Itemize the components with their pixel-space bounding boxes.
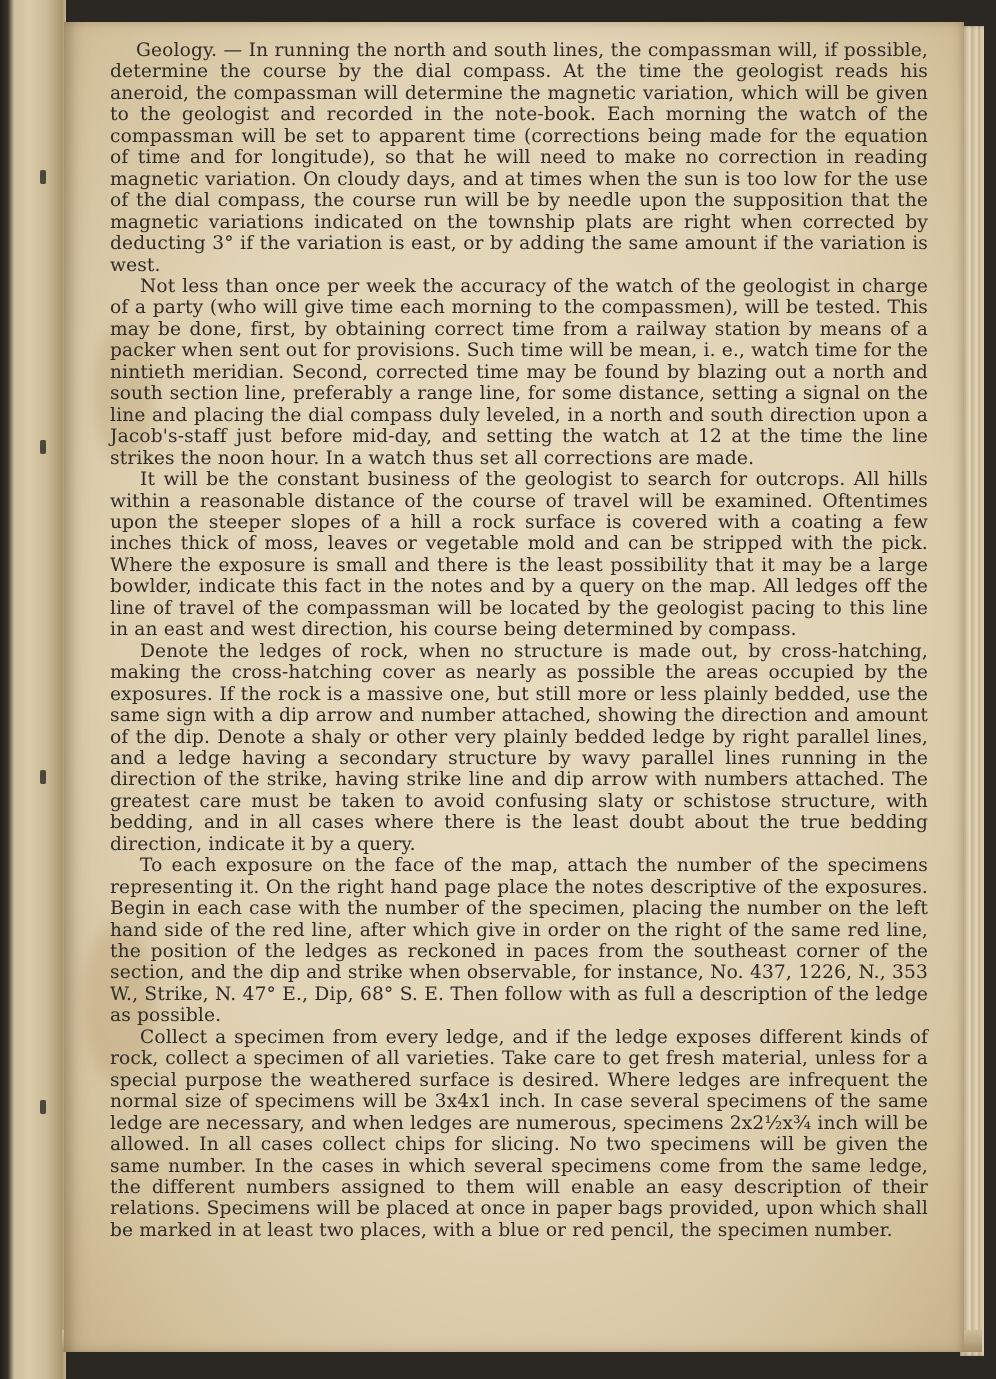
binding-stitch <box>40 440 46 454</box>
body-text <box>110 40 928 1241</box>
binding-stitch <box>40 770 46 784</box>
paragraph-outcrops: It will be the constant business of the geologist to search for outcrops. All hills within a reasonable distance of the course of travel will be examined. Oftentimes upon the steeper slopes of a hill a rock surface is covered with a coating a few inches thick of moss, leaves or vegetable mold and can be stripped with the pick. Where the exposure is small and there is the least possibility that it may be a large bowlder, indicate this fact in the notes and by a query on the map. All ledges off the line of travel of the compassman will be located by the geologist pacing to this line in an east and west direction, his course being determined by compass. <box>110 469 928 641</box>
book-binding <box>0 0 66 1379</box>
paragraph-specimen-numbers: To each exposure on the face of the map, attach the number of the specimens representing it. On the right hand page place the notes descriptive of the exposures. Begin in each case with the number of the specimen, placing the number on the left hand side of the red line, after which give in order on the right of the same red line, the position of the ledges as reckoned in paces from the southeast corner of the section, and the dip and strike when observable, for instance, No. 437, 1226, N., 353 W., Strike, N. 47° E., Dip, 68° S. E. Then follow with as full a description of the ledge as possible. <box>110 855 928 1027</box>
paragraph-geology: Geology. — In running the north and south lines, the compassman will, if possible, determine the course by the dial compass. At the time the geologist reads his aneroid, the compassman will determine the magnetic variation, which will be given to the geologist and recorded in the note-book. Each morning the watch of the compassman will be set to apparent time (corrections being made for the equation of time and for longitude), so that he will need to make no correction in reading magnetic variation. On cloudy days, and at times when the sun is too low for the use of the dial compass, the course run will be by needle upon the supposition that the magnetic variations indicated on the township plats are right when corrected by deducting 3° if the variation is east, or by adding the same amount if the variation is west. <box>110 40 928 276</box>
paragraph-denote-ledges: Denote the ledges of rock, when no structure is made out, by cross-hatching, making the cross-hatching cover as nearly as possible the areas occupied by the exposures. If the rock is a massive one, but still more or less plainly bedded, use the same sign with a dip arrow and number attached, showing the direction and amount of the dip. Denote a shaly or other very plainly bedded ledge by right parallel lines, and a ledge having a secondary structure by wavy parallel lines running in the direction of the strike, having strike line and dip arrow with numbers attached. The greatest care must be taken to avoid confusing slaty or schistose structure, with bedding, and in all cases where there is the least doubt about the true bedding direction, indicate it by a query. <box>110 640 928 855</box>
binding-stitch <box>40 1100 46 1114</box>
paragraph-watch-accuracy: Not less than once per week the accuracy of the watch of the geologist in charge of a party (who will give time each morning to the compassmen), will be tested. This may be done, first, by obtaining correct time from a railway station by means of a packer when sent out for provisions. Such time will be mean, i. e., watch time for the nintieth meridian. Second, corrected time may be found by blazing out a north and south section line, preferably a range line, for some distance, setting a signal on the line and placing the dial compass duly leveled, in a north and south direction upon a Jacob's-staff just before mid-day, and setting the watch at 12 at the time the line strikes the noon hour. In a watch thus set all corrections are made. <box>110 275 928 469</box>
binding-stitch <box>40 170 46 184</box>
paragraph-collect-specimens: Collect a specimen from every ledge, and if the ledge exposes different kinds of rock, collect a specimen of all varieties. Take care to get fresh material, unless for a special purpose the weathered surface is desired. Where ledges are infrequent the normal size of specimens will be 3x4x1 inch. In case several specimens of the same ledge are necessary, and when ledges are numerous, specimens 2x2½x¾ inch will be allowed. In all cases collect chips for slicing. No two specimens will be given the same number. In the cases in which several specimens come from the same ledge, the different numbers assigned to them will enable an easy description of their relations. Specimens will be placed at once in paper bags provided, upon which shall be marked in at least two places, with a blue or red pencil, the specimen number. <box>110 1026 928 1241</box>
